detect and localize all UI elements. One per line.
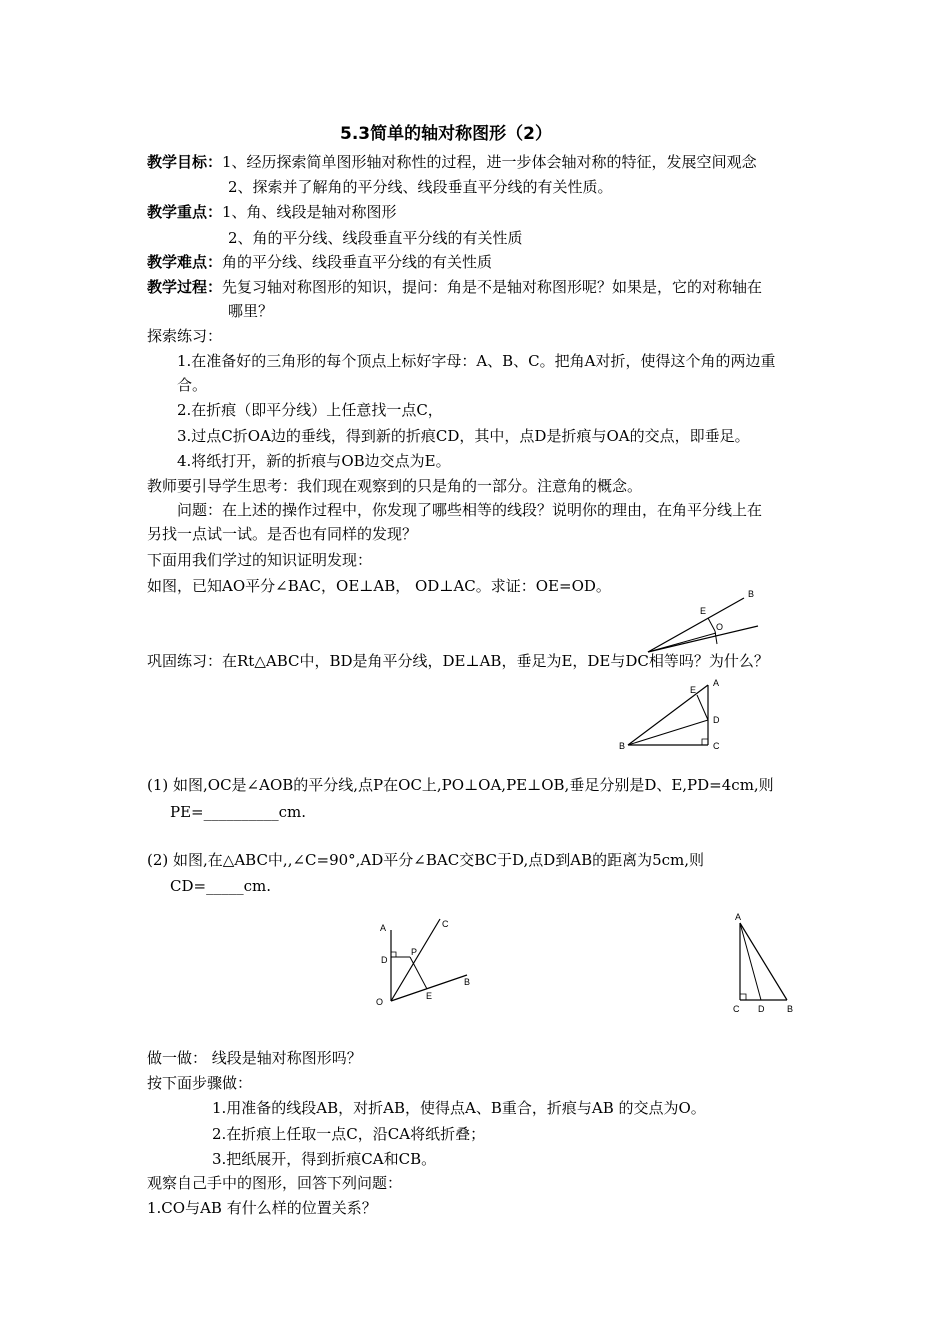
label-e: E: [690, 685, 697, 695]
label-a: A: [380, 923, 387, 933]
key-points-item-1: 1、角、线段是轴对称图形: [222, 203, 397, 221]
explore-step-3: 3.过点C折OA边的垂线，得到新的折痕CD，其中，点D是折痕与OA的交点，即垂足。: [177, 427, 750, 445]
ray-oc: [391, 919, 440, 1001]
fold-step-3: 3.把纸展开，得到折痕CA和CB。: [212, 1150, 437, 1168]
right-triangle-figure: [618, 675, 728, 755]
key-points-label: 教学重点：: [147, 203, 223, 221]
steps-intro: 按下面步骤做：: [147, 1074, 253, 1092]
explore-step-2: 2.在折痕（即平分线）上任意找一点C，: [177, 401, 443, 419]
label-e: E: [700, 606, 707, 616]
process-line-1: [147, 277, 762, 297]
right-angle-c: [702, 739, 708, 745]
key-points-item-2: 2、角的平分线、线段垂直平分线的有关性质: [228, 229, 523, 247]
problem-2-line-1: (2) 如图,在△ABC中,,∠C=90°,AD平分∠BAC交BC于D,点D到AB的距离为5cm,则: [147, 851, 705, 869]
ray-ab: [648, 598, 744, 652]
label-b: B: [619, 741, 626, 751]
problem-1-line-2: PE=__________cm.: [170, 803, 307, 821]
label-d: D: [713, 715, 720, 725]
fold-step-1: 1.用准备的线段AB，对折AB，使得点A、B重合，折痕与AB 的交点为O。: [212, 1099, 706, 1117]
label-o: O: [376, 997, 384, 1007]
right-angle-d: [391, 952, 396, 957]
segment-pe: [410, 957, 427, 989]
label-a: A: [735, 912, 742, 922]
ray-bisector: [648, 633, 716, 652]
side-ab: [740, 923, 787, 1000]
difficulty-label: 教学难点：: [147, 253, 223, 271]
label-p: P: [411, 947, 418, 957]
label-o: O: [716, 622, 724, 632]
label-a: A: [713, 678, 720, 688]
objectives-item-2: 2、探索并了解角的平分线、线段垂直平分线的有关性质。: [228, 178, 613, 196]
perp-oe: [708, 618, 715, 631]
process-text-2: 哪里？: [228, 302, 274, 320]
objectives-label: 教学目标：: [147, 153, 223, 171]
label-b: B: [748, 589, 755, 599]
label-c: C: [713, 741, 720, 751]
proof-statement: 如图，已知AO平分∠BAC，OE⊥AB， OD⊥AC。求证：OE=OD。: [147, 577, 611, 595]
label-e: E: [426, 991, 433, 1001]
label-b: B: [464, 977, 471, 987]
segment-de: [697, 695, 708, 720]
teacher-guide: 教师要引导学生思考：我们现在观察到的只是角的一部分。注意角的概念。: [147, 477, 643, 495]
bisector-oc-figure: [372, 915, 482, 1010]
try-it: 做一做： 线段是轴对称图形吗？: [147, 1049, 362, 1067]
question-1: 1.CO与AB 有什么样的位置关系？: [147, 1199, 377, 1217]
explore-step-1-line-2: 合。: [177, 376, 208, 394]
label-d: D: [381, 955, 388, 965]
consolidate-exercise: 巩固练习：在Rt△ABC中，BD是角平分线，DE⊥AB，垂足为E，DE与DC相等吗？为什么？: [147, 652, 769, 670]
ray-ac: [648, 626, 758, 652]
question-line-1: 问题：在上述的操作过程中，你发现了哪些相等的线段？说明你的理由，在角平分线上在: [177, 501, 763, 519]
problem-1-line-1: (1) 如图,OC是∠AOB的平分线,点P在OC上,PO⊥OA,PE⊥OB,垂足分别是D、E,PD=4cm,则: [147, 776, 774, 794]
fold-step-2: 2.在折痕上任取一点C，沿CA将纸折叠；: [212, 1125, 486, 1143]
question-line-2: 另找一点试一试。是否也有同样的发现？: [147, 525, 418, 543]
proof-intro: 下面用我们学过的知识证明发现：: [147, 551, 373, 569]
label-d: D: [758, 1004, 765, 1014]
right-angle-c: [740, 994, 746, 1000]
explore-heading: 探索练习：: [147, 327, 223, 345]
label-c: C: [442, 919, 449, 929]
key-points-line-1: [147, 202, 397, 222]
observe-line: 观察自己手中的图形，回答下列问题：: [147, 1174, 403, 1192]
triangle-ad-figure: [725, 908, 805, 1018]
objectives-line-1: [147, 152, 757, 172]
process-label: 教学过程：: [147, 278, 223, 296]
label-c: C: [733, 1004, 740, 1014]
process-text-1: 先复习轴对称图形的知识，提问：角是不是轴对称图形呢？如果是，它的对称轴在: [222, 278, 763, 296]
label-b: B: [787, 1004, 794, 1014]
perp-od: [715, 631, 717, 644]
difficulty-text: 角的平分线、线段垂直平分线的有关性质: [222, 253, 493, 271]
explore-step-1-line-1: 1.在准备好的三角形的每个顶点上标好字母：A、B、C。把角A对折，使得这个角的两边重: [177, 352, 776, 370]
segment-bd: [628, 720, 708, 745]
explore-step-4: 4.将纸打开，新的折痕与OB边交点为E。: [177, 452, 451, 470]
segment-ad: [740, 923, 761, 1000]
problem-2-line-2: CD=_____cm.: [170, 877, 271, 895]
difficulty-line: [147, 252, 492, 272]
objectives-item-1: 1、经历探索简单图形轴对称性的过程，进一步体会轴对称的特征，发展空间观念: [222, 153, 757, 171]
page-title: 5.3简单的轴对称图形（2）: [340, 124, 552, 144]
